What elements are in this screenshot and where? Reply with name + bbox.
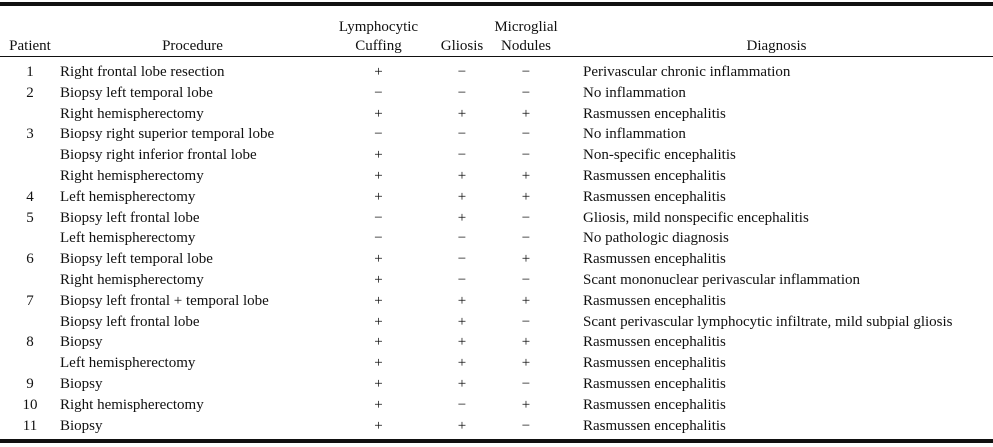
cell-procedure: Biopsy left frontal lobe <box>60 209 200 226</box>
cell-lymphocytic: + <box>374 147 383 164</box>
cell-procedure: Right hemispherectomy <box>60 271 204 288</box>
cell-patient: 2 <box>26 84 34 101</box>
table-bottom-rule <box>0 439 993 443</box>
cell-microglial: − <box>521 209 531 226</box>
header-microglial-line2: Nodules <box>501 38 551 54</box>
cell-diagnosis: No inflammation <box>583 84 686 101</box>
cell-gliosis: + <box>457 292 467 309</box>
cell-patient: 9 <box>26 375 34 392</box>
table-row <box>0 374 993 395</box>
table-row <box>0 332 993 353</box>
cell-gliosis: + <box>457 105 467 122</box>
cell-diagnosis: Rasmussen encephalitis <box>583 188 726 205</box>
cell-patient: 5 <box>26 209 34 226</box>
cell-diagnosis: Rasmussen encephalitis <box>583 417 726 434</box>
cell-lymphocytic: − <box>374 209 383 226</box>
header-procedure: Procedure <box>162 38 223 54</box>
cell-gliosis: − <box>457 64 467 80</box>
cell-gliosis: − <box>457 230 467 247</box>
table-row <box>0 395 993 416</box>
cell-patient <box>0 145 60 166</box>
table-row <box>0 145 993 166</box>
cell-diagnosis: Scant perivascular lymphocytic infiltrate, mild subpial gliosis <box>583 313 953 330</box>
cell-lymphocytic: + <box>374 105 383 122</box>
table-row <box>0 249 993 270</box>
table-header <box>0 8 993 56</box>
cell-lymphocytic: + <box>374 417 383 434</box>
table-row <box>0 228 993 249</box>
cell-procedure: Biopsy left temporal lobe <box>60 84 213 101</box>
cell-lymphocytic: + <box>374 334 383 351</box>
cell-procedure: Right hemispherectomy <box>60 396 204 413</box>
cell-procedure: Biopsy left frontal lobe <box>60 313 200 330</box>
cell-lymphocytic: + <box>374 188 383 205</box>
table-row <box>0 124 993 145</box>
cell-diagnosis: Perivascular chronic inflammation <box>583 64 791 80</box>
cell-gliosis: + <box>457 417 467 434</box>
table-row <box>0 312 993 333</box>
cell-lymphocytic: + <box>374 396 383 413</box>
table-row <box>0 166 993 187</box>
cell-gliosis: − <box>457 147 467 164</box>
cell-gliosis: − <box>457 271 467 288</box>
cell-patient <box>0 270 60 291</box>
header-patient: Patient <box>9 38 51 54</box>
cell-gliosis: + <box>457 167 467 184</box>
cell-microglial: + <box>521 355 531 372</box>
table-row <box>0 291 993 312</box>
cell-lymphocytic: + <box>374 375 383 392</box>
header-lymphocytic-line1: Lymphocytic <box>338 19 419 35</box>
cell-patient <box>0 228 60 249</box>
cell-lymphocytic: + <box>374 271 383 288</box>
cell-diagnosis: Rasmussen encephalitis <box>583 292 726 309</box>
cell-gliosis: − <box>457 251 467 268</box>
cell-microglial: + <box>521 334 531 351</box>
cell-patient: 10 <box>22 396 38 413</box>
cell-patient <box>0 312 60 333</box>
cell-microglial: − <box>521 375 531 392</box>
cell-diagnosis: Rasmussen encephalitis <box>583 334 726 351</box>
cell-procedure: Right hemispherectomy <box>60 167 204 184</box>
table-body <box>0 56 993 436</box>
cell-procedure: Left hemispherectomy <box>60 188 196 205</box>
cell-microglial: + <box>521 167 531 184</box>
pathology-table <box>0 8 993 436</box>
cell-microglial: − <box>521 84 531 101</box>
cell-microglial: − <box>521 147 531 164</box>
cell-gliosis: + <box>457 188 467 205</box>
cell-patient: 7 <box>26 292 34 309</box>
cell-patient: 1 <box>26 64 34 80</box>
cell-procedure: Right frontal lobe resection <box>60 64 225 80</box>
cell-microglial: − <box>521 271 531 288</box>
cell-patient: 4 <box>26 188 34 205</box>
table-row <box>0 83 993 104</box>
cell-diagnosis: Gliosis, mild nonspecific encephalitis <box>583 209 809 226</box>
cell-lymphocytic: − <box>374 230 383 247</box>
cell-patient: 6 <box>26 251 34 268</box>
cell-patient <box>0 166 60 187</box>
cell-diagnosis: No pathologic diagnosis <box>583 230 729 247</box>
cell-patient <box>0 353 60 374</box>
header-diagnosis: Diagnosis <box>746 38 807 54</box>
cell-patient: 11 <box>22 417 38 434</box>
table-row <box>0 416 993 437</box>
cell-lymphocytic: + <box>374 64 383 80</box>
cell-procedure: Biopsy right inferior frontal lobe <box>60 147 257 164</box>
header-gliosis: Gliosis <box>440 38 484 54</box>
cell-patient: 8 <box>26 334 34 351</box>
cell-procedure: Biopsy right superior temporal lobe <box>60 126 275 143</box>
cell-gliosis: − <box>457 126 467 143</box>
table-row <box>0 353 993 374</box>
cell-diagnosis: Rasmussen encephalitis <box>583 105 726 122</box>
header-microglial-line1: Microglial <box>494 19 558 35</box>
header-lymphocytic-line2: Cuffing <box>355 38 402 54</box>
cell-microglial: + <box>521 396 531 413</box>
table-row <box>0 187 993 208</box>
cell-diagnosis: Rasmussen encephalitis <box>583 375 726 392</box>
cell-microglial: − <box>521 313 531 330</box>
header-row <box>0 8 993 56</box>
cell-lymphocytic: + <box>374 355 383 372</box>
cell-diagnosis: No inflammation <box>583 126 686 143</box>
cell-procedure: Biopsy left temporal lobe <box>60 251 213 268</box>
cell-gliosis: − <box>457 396 467 413</box>
cell-procedure: Right hemispherectomy <box>60 105 204 122</box>
cell-gliosis: + <box>457 209 467 226</box>
cell-lymphocytic: + <box>374 167 383 184</box>
cell-lymphocytic: − <box>374 84 383 101</box>
cell-procedure: Left hemispherectomy <box>60 355 196 372</box>
cell-patient <box>0 104 60 125</box>
cell-lymphocytic: + <box>374 313 383 330</box>
cell-microglial: − <box>521 126 531 143</box>
cell-procedure: Biopsy <box>60 334 103 351</box>
cell-procedure: Biopsy left frontal + temporal lobe <box>60 292 269 309</box>
cell-diagnosis: Rasmussen encephalitis <box>583 355 726 372</box>
cell-gliosis: + <box>457 355 467 372</box>
cell-microglial: − <box>521 417 531 434</box>
cell-diagnosis: Scant mononuclear perivascular inflammation <box>583 271 860 288</box>
cell-diagnosis: Rasmussen encephalitis <box>583 167 726 184</box>
cell-gliosis: + <box>457 375 467 392</box>
cell-procedure: Left hemispherectomy <box>60 230 196 247</box>
cell-diagnosis: Non-specific encephalitis <box>583 147 736 164</box>
cell-gliosis: − <box>457 84 467 101</box>
cell-microglial: + <box>521 188 531 205</box>
table-row <box>0 56 993 83</box>
cell-procedure: Biopsy <box>60 417 103 434</box>
table-top-rule <box>0 2 993 6</box>
cell-microglial: − <box>521 64 531 80</box>
cell-lymphocytic: + <box>374 251 383 268</box>
cell-diagnosis: Rasmussen encephalitis <box>583 396 726 413</box>
cell-microglial: + <box>521 105 531 122</box>
cell-gliosis: + <box>457 334 467 351</box>
cell-microglial: + <box>521 251 531 268</box>
cell-lymphocytic: + <box>374 292 383 309</box>
table-row <box>0 208 993 229</box>
table-row <box>0 104 993 125</box>
table-row <box>0 270 993 291</box>
cell-gliosis: + <box>457 313 467 330</box>
cell-microglial: − <box>521 230 531 247</box>
cell-patient: 3 <box>26 126 34 143</box>
header-lymphocytic-cuffing <box>325 8 432 56</box>
cell-microglial: + <box>521 292 531 309</box>
cell-diagnosis: Rasmussen encephalitis <box>583 251 726 268</box>
cell-procedure: Biopsy <box>60 375 103 392</box>
cell-lymphocytic: − <box>374 126 383 143</box>
header-microglial-nodules <box>492 8 560 56</box>
